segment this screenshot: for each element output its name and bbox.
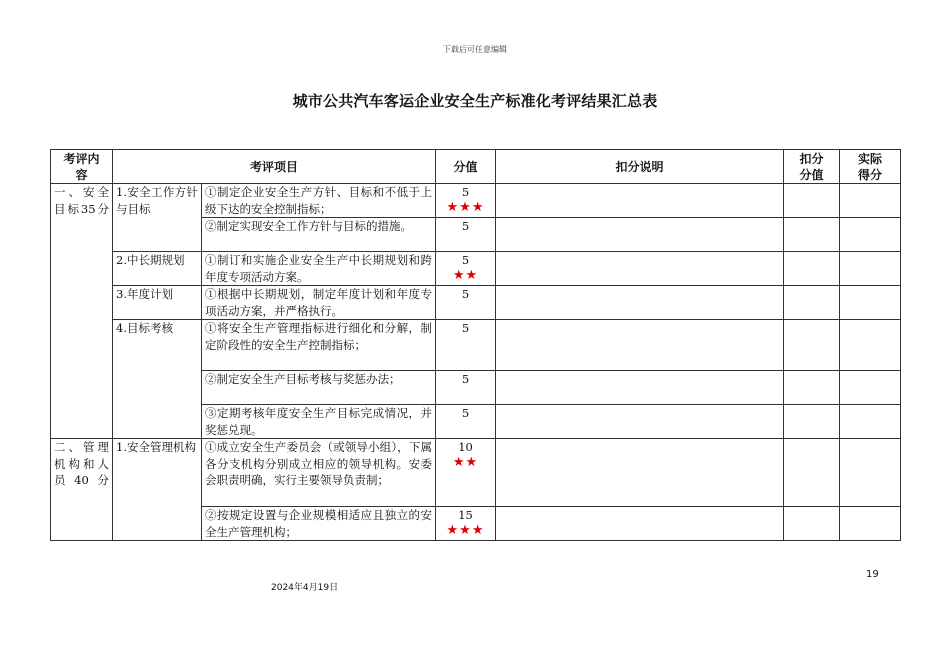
deduction-cell [784, 286, 840, 320]
subcategory-cell: 4.目标考核 [113, 320, 202, 439]
item-text: ②按规定设置与企业规模相适应且独立的安全生产管理机构； [202, 507, 436, 541]
actual-score-cell [840, 507, 901, 541]
score-cell [436, 439, 496, 507]
item-text: ①制定企业安全生产方针、目标和不低于上级下达的安全控制指标； [202, 184, 436, 218]
evaluation-summary-table [50, 149, 901, 541]
star-rating: ★★ [452, 267, 479, 283]
item-text: ③定期考核年度安全生产目标完成情况，并奖惩兑现。 [202, 405, 436, 439]
table-row [51, 184, 901, 218]
page-number: 19 [866, 569, 879, 580]
score-value: 5 [461, 321, 470, 335]
deduction-note-cell [496, 286, 784, 320]
score-value: 5 [461, 253, 470, 267]
column-header-deduction-note: 扣分说明 [496, 150, 784, 184]
deduction-cell [784, 507, 840, 541]
deduction-cell [784, 218, 840, 252]
score-value: 15 [458, 508, 473, 522]
actual-score-cell [840, 252, 901, 286]
star-rating: ★★★ [446, 522, 485, 538]
column-header-content: 考评内容 [51, 150, 113, 184]
score-cell [436, 252, 496, 286]
score-value: 5 [461, 185, 470, 199]
table-row [51, 286, 901, 320]
actual-score-cell [840, 320, 901, 371]
header-note: 下载后可任意编辑 [443, 45, 507, 54]
table-row [51, 252, 901, 286]
subcategory-cell: 2.中长期规划 [113, 252, 202, 286]
score-value: 5 [461, 219, 470, 233]
score-value: 10 [458, 440, 473, 454]
score-cell [436, 218, 496, 252]
subcategory-cell: 1.安全管理机构 [113, 439, 202, 541]
item-text: ①制订和实施企业安全生产中长期规划和跨年度专项活动方案。 [202, 252, 436, 286]
score-value: 5 [461, 406, 470, 420]
deduction-cell [784, 252, 840, 286]
deduction-note-cell [496, 507, 784, 541]
table-header-row [51, 150, 901, 184]
deduction-note-cell [496, 218, 784, 252]
deduction-cell [784, 184, 840, 218]
category-cell: 一、安全目标35分 [51, 184, 113, 439]
deduction-note-cell [496, 184, 784, 218]
score-cell [436, 184, 496, 218]
table-row [51, 320, 901, 371]
footer-date: 2024年4月19日 [271, 583, 339, 593]
deduction-note-cell [496, 371, 784, 405]
table-row [51, 439, 901, 507]
subcategory-cell: 3.年度计划 [113, 286, 202, 320]
deduction-cell [784, 439, 840, 507]
subcategory-cell: 1.安全工作方针与目标 [113, 184, 202, 252]
deduction-cell [784, 320, 840, 371]
score-cell [436, 320, 496, 371]
actual-score-cell [840, 371, 901, 405]
deduction-note-cell [496, 320, 784, 371]
category-cell: 二、管理机构和人员40分 [51, 439, 113, 541]
score-cell [436, 286, 496, 320]
actual-score-cell [840, 184, 901, 218]
score-cell [436, 371, 496, 405]
score-cell [436, 507, 496, 541]
actual-score-cell [840, 405, 901, 439]
deduction-note-cell [496, 405, 784, 439]
actual-score-cell [840, 439, 901, 507]
item-text: ①成立安全生产委员会（或领导小组），下属各分支机构分别成立相应的领导机构。安委会职责明确，实行主要领导负责制； [202, 439, 436, 507]
score-cell [436, 405, 496, 439]
actual-score-cell [840, 286, 901, 320]
column-header-score: 分值 [436, 150, 496, 184]
column-header-item: 考评项目 [113, 150, 436, 184]
actual-score-cell [840, 218, 901, 252]
star-rating: ★★ [452, 454, 479, 470]
document-title: 城市公共汽车客运企业安全生产标准化考评结果汇总表 [292, 92, 658, 110]
column-header-deduction: 扣分分值 [784, 150, 840, 184]
deduction-cell [784, 371, 840, 405]
score-value: 5 [461, 287, 470, 301]
deduction-note-cell [496, 252, 784, 286]
item-text: ①根据中长期规划，制定年度计划和年度专项活动方案，并严格执行。 [202, 286, 436, 320]
deduction-note-cell [496, 439, 784, 507]
column-header-actual: 实际得分 [840, 150, 901, 184]
item-text: ②制定实现安全工作方针与目标的措施。 [202, 218, 436, 252]
star-rating: ★★★ [446, 199, 485, 215]
item-text: ①将安全生产管理指标进行细化和分解，制定阶段性的安全生产控制指标； [202, 320, 436, 371]
score-value: 5 [461, 372, 470, 386]
deduction-cell [784, 405, 840, 439]
item-text: ②制定安全生产目标考核与奖惩办法； [202, 371, 436, 405]
